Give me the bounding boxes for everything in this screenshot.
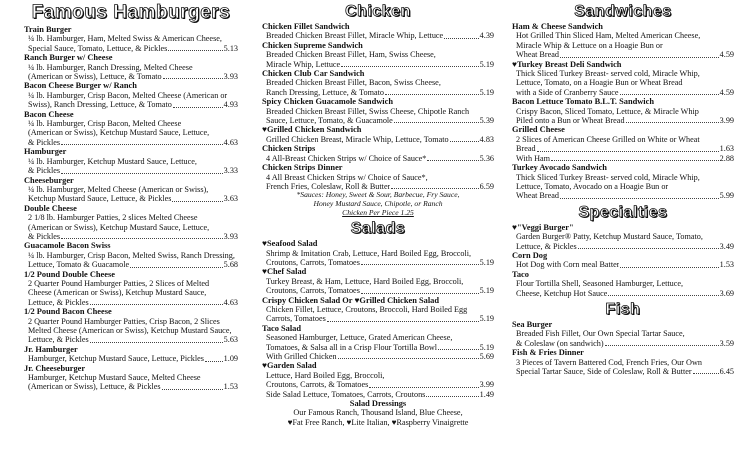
sauce-note-1: *Sauces: Honey, Sweet & Sour, Barbecue, Fry Sauce,	[296, 190, 460, 200]
menu-item-price: 4.93	[223, 100, 238, 110]
menu-item-price: 4.59	[719, 87, 734, 97]
menu-item	[262, 267, 494, 295]
menu-item-price-line	[512, 289, 734, 298]
menu-item	[512, 223, 734, 251]
menu-item	[24, 364, 238, 392]
menu-item-name: 1/2 Pound Double Cheese	[24, 269, 115, 279]
menu-item-price-line	[24, 138, 238, 147]
leader-dots	[560, 57, 719, 58]
menu-item-price-line	[262, 258, 494, 267]
menu-item-price: 5.19	[479, 314, 494, 324]
leader-dots	[205, 361, 223, 362]
menu-item-price: 6.45	[719, 367, 734, 376]
menu-item-description: Breaded Chicken Breast Fillet, Ham, Swiss Cheese,	[266, 50, 436, 60]
leader-dots	[444, 38, 478, 39]
menu-item	[512, 60, 734, 98]
menu-item-name: ♥Turkey Breast Deli Sandwich	[512, 59, 622, 69]
menu-item-price-line	[512, 88, 734, 97]
menu-item-description: Lettuce, Tomato, Avocado on a Hoagie Bun or	[516, 181, 669, 191]
menu-item-price-line	[262, 88, 494, 97]
menu-item-price: 5.19	[479, 87, 494, 97]
menu-item-description-end: Grilled Chicken Breast, Miracle Whip, Lettuce, Tomato	[266, 134, 449, 144]
menu-item-description-end: With Ham	[516, 153, 551, 163]
menu-item-price: 5.63	[223, 335, 238, 345]
leader-dots	[61, 238, 223, 239]
menu-item	[262, 390, 494, 399]
menu-item-description-end: Side Salad Lettuce, Tomatoes, Carrots, Croutons	[266, 389, 426, 399]
menu-item-description: (American or Swiss), Ketchup Mustard Sauce, Lettuce,	[28, 128, 210, 138]
menu-item-description-end: Tomatoes, & Salsa all in a Crisp Flour Tortilla Bowl	[266, 342, 438, 352]
menu-item-price-line	[24, 232, 238, 241]
hamburgers-heading: Famous Hamburgers	[31, 2, 231, 23]
menu-item-name: Crispy Chicken Salad Or ♥Grilled Chicken Salad	[262, 295, 439, 305]
menu-item-description: ¼ lb. Hamburger, Ranch Dressing, Melted Cheese	[28, 62, 193, 72]
menu-item-description: 4 All Breast Chicken Strips w/ Choice of Sauce*,	[266, 172, 428, 182]
menu-item-name: 1/2 Pound Bacon Cheese	[24, 307, 112, 317]
menu-item-description: 2 Quarter Pound Hamburger Patties, 2 Slices of Melted	[28, 278, 210, 288]
menu-item-price-line	[512, 154, 734, 163]
menu-item-price-line	[262, 314, 494, 323]
menu-item	[512, 270, 734, 298]
fish-heading: Fish	[605, 300, 641, 318]
menu-item-price-line	[512, 144, 734, 153]
menu-item-price-line	[262, 380, 494, 389]
menu-item-name: Chicken Club Car Sandwich	[262, 69, 365, 79]
menu-item-price-line	[262, 154, 494, 163]
menu-item-description-end: (American or Swiss), Lettuce, & Tomato	[28, 72, 162, 82]
menu-item-description-end: Lettuce, & Pickles	[28, 297, 89, 307]
menu-item	[512, 163, 734, 201]
menu-item-price-line	[262, 343, 494, 352]
menu-item-name: Turkey Avocado Sandwich	[512, 163, 607, 173]
menu-item	[24, 241, 238, 269]
menu-item-description: ¼ lb. Hamburger, Ketchup Mustard Sauce, Lettuce,	[28, 156, 197, 166]
menu-item-price: 1.09	[223, 354, 238, 364]
leader-dots	[361, 264, 479, 265]
leader-dots	[608, 295, 718, 296]
sandwiches-column	[512, 0, 734, 455]
menu-item-price-line	[24, 100, 238, 109]
sandwiches-heading: Sandwiches	[574, 3, 672, 20]
menu-item-description: Melted Cheese (American or Swiss), Ketchup Mustard Sauce,	[28, 326, 232, 335]
leader-dots	[369, 387, 478, 388]
leader-dots	[173, 107, 223, 108]
menu-item-name: Chicken Supreme Sandwich	[262, 40, 363, 50]
menu-item-price: 4.63	[223, 297, 238, 307]
menu-item-price: 3.93	[223, 231, 238, 241]
menu-item-price: 1.53	[223, 382, 238, 392]
menu-item-price-line	[24, 298, 238, 307]
menu-item-name: Chicken Strips	[262, 144, 316, 154]
menu-item-description: 2 Slices of American Cheese Grilled on White or Wheat	[516, 134, 700, 144]
menu-item-price: 5.69	[479, 351, 494, 361]
leader-dots	[361, 293, 479, 294]
menu-item-name: Train Burger	[24, 25, 72, 34]
menu-item	[24, 204, 238, 242]
leader-dots	[61, 173, 223, 174]
menu-item-description-end: Wheat Bread	[516, 191, 559, 201]
menu-item-price-line	[24, 260, 238, 269]
menu-item-description-end: Swiss), Ranch Dressing, Lettuce, & Tomato	[28, 100, 172, 110]
dressings-line-1: Our Famous Ranch, Thousand Island, Blue Cheese,	[293, 408, 463, 418]
menu-item-price-line	[24, 354, 238, 363]
menu-item-description-end: Sauce, Lettuce, Tomato, & Guacamole	[266, 116, 393, 126]
menu-item-description: ¼ lb. Hamburger, Crisp Bacon, Melted Cheese	[28, 119, 182, 129]
menu-item-price-line	[512, 116, 734, 125]
menu-item-description-end: Carrots, Tomatoes	[266, 314, 326, 324]
sandwiches-list	[512, 22, 734, 201]
menu-item	[512, 125, 734, 153]
leader-dots	[438, 349, 479, 350]
menu-item	[24, 53, 238, 81]
menu-item-name: Taco Salad	[262, 323, 302, 333]
leader-dots	[130, 267, 223, 268]
menu-item-price: 5.36	[479, 153, 494, 163]
leader-dots	[385, 94, 479, 95]
menu-item-description: Thick Sliced Turkey Breast- served cold, Miracle Whip,	[516, 172, 700, 182]
menu-item-description-end: Lettuce, Tomato & Guacamole	[28, 260, 130, 270]
menu-item-price: 3.33	[223, 166, 238, 176]
menu-item-price: 1.63	[719, 144, 734, 154]
menu-item-price: 1.53	[719, 260, 734, 270]
menu-item-price-line	[512, 242, 734, 251]
menu-item-description: 2 Quarter Pound Hamburger Patties, Crisp Bacon, 2 Slices	[28, 316, 220, 326]
menu-item	[262, 125, 494, 144]
menu-item	[24, 25, 238, 53]
menu-item-description-end: Croutons, Carrots, & Tomatoes	[266, 380, 369, 390]
menu-item	[262, 239, 494, 267]
leader-dots	[327, 321, 479, 322]
menu-item-description-end: With Grilled Chicken	[266, 351, 337, 361]
menu-item-description-end: French Fries, Coleslaw, Roll & Butter	[266, 181, 391, 191]
chicken-list	[262, 22, 494, 191]
menu-item-name: Grilled Cheese	[512, 125, 565, 135]
menu-item	[262, 352, 494, 361]
menu-item	[512, 97, 734, 125]
menu-item-description-end: with a Side of Cranberry Sauce	[516, 87, 619, 97]
menu-item-name: Bacon Lettuce Tomato B.L.T. Sandwich	[512, 97, 655, 107]
menu-item-description-end: Ranch Dressing, Lettuce, & Tomato	[266, 87, 384, 97]
menu-item-description: Lettuce, Tomato, on a Hoagie Bun or Wheat Bread	[516, 78, 683, 88]
menu-item-price-line	[262, 60, 494, 69]
leader-dots	[620, 94, 719, 95]
menu-item-name: Chicken Strips Dinner	[262, 163, 343, 173]
menu-item	[262, 144, 494, 163]
menu-item-price: 5.99	[719, 191, 734, 201]
menu-item-description: Hot Grilled Thin Sliced Ham, Melted American Cheese,	[516, 31, 701, 41]
menu-item-price: 5.19	[479, 286, 494, 296]
menu-item-description-end: Ketchup Mustard Sauce, Lettuce, & Pickles	[28, 194, 172, 204]
leader-dots	[162, 389, 223, 390]
menu-item	[262, 324, 494, 352]
menu-item-price-line	[262, 286, 494, 295]
menu-item	[262, 361, 494, 389]
menu-item-price-line	[262, 135, 494, 144]
dressings-line-2: ♥Fat Free Ranch, ♥Lite Italian, ♥Raspberry Vinaigrette	[287, 417, 469, 427]
menu-item-description: Crispy Bacon, Sliced Tomato, Lettuce, & Miracle Whip	[516, 106, 699, 116]
menu-item	[24, 270, 238, 308]
chicken-notes	[262, 191, 494, 217]
menu-item	[24, 147, 238, 175]
menu-item-name: Bacon Cheese Burger w/ Ranch	[24, 81, 137, 91]
menu-item-description-end: & Coleslaw (on sandwich)	[516, 338, 604, 348]
menu-item-price-line	[512, 339, 734, 348]
leader-dots	[626, 122, 719, 123]
menu-item-price-line	[24, 44, 238, 53]
menu-item-price: 4.39	[479, 31, 494, 41]
menu-item-description-end: Breaded Chicken Breast Fillet, Miracle Whip, Lettuce	[266, 31, 444, 41]
chicken-per-piece: Chicken Per Piece 1.25	[342, 207, 414, 217]
menu-item-name: ♥Grilled Chicken Sandwich	[262, 125, 362, 135]
menu-item-price: 5.19	[479, 257, 494, 267]
menu-item-price: 5.19	[479, 59, 494, 69]
menu-item-price-line	[262, 352, 494, 361]
menu-item-name: ♥Garden Salad	[262, 361, 317, 371]
menu-item-description-end: Croutons, Carrots, Tomatoes	[266, 286, 360, 296]
leader-dots	[426, 396, 478, 397]
menu-item-description: ¼ lb. Hamburger, Melted Cheese (American or Swiss),	[28, 184, 209, 194]
menu-item-price: 4.83	[479, 134, 494, 144]
menu-item-price-line	[24, 166, 238, 175]
menu-item-price: 6.59	[479, 181, 494, 191]
menu-item-name: Ranch Burger w/ Cheese	[24, 53, 113, 63]
menu-item-name: ♥Chef Salad	[262, 267, 307, 277]
hamburgers-column	[24, 0, 238, 455]
leader-dots	[537, 151, 719, 152]
menu-item-description-end: Bread	[516, 144, 536, 154]
leader-dots	[391, 188, 478, 189]
menu-item-description: ¼ lb. Hamburger, Crisp Bacon, Melted Swiss, Ranch Dressing,	[28, 250, 235, 260]
menu-item-price-line	[262, 116, 494, 125]
chicken-salads-column	[262, 0, 494, 455]
menu-item	[512, 320, 734, 348]
menu-item-name: Jr. Hamburger	[24, 344, 78, 354]
menu-item	[24, 81, 238, 109]
menu-item-description-end: & Pickles	[28, 231, 61, 241]
menu-item	[262, 69, 494, 97]
leader-dots	[427, 160, 478, 161]
menu-item-description: Flour Tortilla Shell, Seasoned Hamburger, Lettuce,	[516, 279, 684, 289]
menu-item-price-line	[512, 191, 734, 200]
chicken-heading: Chicken	[345, 3, 411, 20]
menu-item-description-end: Hot Dog with Corn meal Batter	[516, 260, 620, 270]
leader-dots	[341, 66, 478, 67]
menu-item	[262, 97, 494, 125]
menu-item	[512, 154, 734, 163]
leader-dots	[90, 304, 223, 305]
menu-item-description-end: Hamburger, Ketchup Mustard Sauce, Lettuce, Pickles	[28, 354, 204, 364]
menu-item-price: 5.13	[223, 43, 238, 53]
menu-item	[24, 176, 238, 204]
menu-item-description: 3 Pieces of Tavern Battered Cod, French Fries, Our Own	[516, 357, 702, 367]
menu-item-name: Bacon Cheese	[24, 109, 74, 119]
leader-dots	[605, 345, 719, 346]
menu-item	[512, 348, 734, 376]
menu-item-description-end: Lettuce, & Pickles	[28, 335, 89, 345]
menu-item-price: 1.49	[479, 389, 494, 399]
menu-item-description: Thick Sliced Turkey Breast- served cold, Miracle Whip,	[516, 69, 700, 79]
menu-item-price: 3.93	[223, 72, 238, 82]
menu-item	[262, 163, 494, 191]
menu-item-price-line	[512, 50, 734, 59]
menu-item-name: Sea Burger	[512, 319, 553, 329]
leader-dots	[620, 267, 718, 268]
menu-item-price-line	[512, 260, 734, 269]
menu-item-price: 5.68	[223, 260, 238, 270]
menu-item-description-end: Piled onto a Bun or Wheat Bread	[516, 116, 625, 126]
menu-item-name: Ham & Cheese Sandwich	[512, 22, 603, 31]
menu-item-description-end: Special Tartar Sauce, Side of Coleslaw, Roll & Butter	[516, 367, 692, 376]
menu-item-description: Chicken Fillet, Lettuce, Croutons, Broccoli, Hard Boiled Egg	[266, 304, 468, 314]
leader-dots	[578, 248, 719, 249]
menu-item-description-end: Lettuce, & Pickles	[516, 241, 577, 251]
menu-item-price: 3.59	[719, 338, 734, 348]
menu-item-name: Fish & Fries Dinner	[512, 348, 584, 358]
menu-item-price: 4.59	[719, 50, 734, 60]
salads-list	[262, 239, 494, 399]
menu-item-price: 5.19	[479, 342, 494, 352]
menu-item-description-end: Wheat Bread	[516, 50, 559, 60]
menu-item-description-end: (American or Swiss), Lettuce, & Pickles	[28, 382, 161, 392]
menu-item-price-line	[24, 335, 238, 344]
menu-item-price: 2.88	[719, 153, 734, 163]
menu-item-description: Shrimp & Imitation Crab, Lettuce, Hard Boiled Egg, Broccoli,	[266, 248, 472, 258]
leader-dots	[172, 201, 222, 202]
menu-item-name: Jr. Cheeseburger	[24, 363, 86, 373]
specialties-list	[512, 223, 734, 298]
menu-item-price: 3.99	[479, 380, 494, 390]
leader-dots	[560, 198, 719, 199]
menu-item-description: Seasoned Hamburger, Lettuce, Grated American Cheese,	[266, 333, 453, 343]
menu-item	[24, 307, 238, 345]
menu-item-price-line	[262, 390, 494, 399]
salads-heading: Salads	[350, 220, 406, 238]
menu-item-price-line	[262, 31, 494, 40]
menu-item-description-end: & Pickles	[28, 137, 61, 147]
menu-item-price: 3.63	[223, 194, 238, 204]
dressings-title: Salad Dressings	[349, 399, 407, 408]
leader-dots	[61, 144, 223, 145]
menu-item-price: 5.39	[479, 116, 494, 126]
menu-item-description: Breaded Chicken Breast Fillet, Swiss Cheese, Chipotle Ranch	[266, 106, 470, 116]
menu-item-price: 4.63	[223, 137, 238, 147]
menu-item-description: Lettuce, Hard Boiled Egg, Broccoli,	[266, 370, 385, 380]
fish-list	[512, 320, 734, 376]
menu-item-description: ¼ lb. Hamburger, Crisp Bacon, Melted Cheese (American or	[28, 90, 228, 100]
menu-item-description: Cheese (American or Swiss), Ketchup Mustard Sauce,	[28, 288, 207, 298]
menu-item-name: Corn Dog	[512, 250, 548, 260]
leader-dots	[163, 78, 223, 79]
menu-item	[24, 345, 238, 364]
menu-item-description: Breaded Fish Fillet, Our Own Special Tartar Sauce,	[516, 329, 685, 339]
menu-item-description: Hamburger, Ketchup Mustard Sauce, Melted Cheese	[28, 373, 201, 383]
leader-dots	[551, 160, 719, 161]
menu-item-name: Chicken Fillet Sandwich	[262, 22, 350, 31]
menu-item-price-line	[24, 72, 238, 81]
menu-item-description: (American or Swiss), Ketchup Mustard Sauce, Lettuce,	[28, 222, 210, 232]
menu-item	[262, 22, 494, 41]
menu-item	[512, 251, 734, 270]
menu-item-price-line	[24, 382, 238, 391]
menu-item-name: Hamburger	[24, 147, 67, 157]
menu-item-description: 2 1/8 lb. Hamburger Patties, 2 slices Melted Cheese	[28, 213, 198, 223]
leader-dots	[168, 50, 222, 51]
menu-item-name: Cheeseburger	[24, 175, 74, 185]
menu-item-description: Turkey Breast, & Ham, Lettuce, Hard Boiled Egg, Broccoli,	[266, 276, 464, 286]
menu-item-price: 3.99	[719, 116, 734, 126]
menu-item-description: Breaded Chicken Breast Fillet, Bacon, Swiss Cheese,	[266, 78, 441, 88]
menu-item-price: 3.69	[719, 288, 734, 298]
menu-item-description: Garden Burger® Patty, Ketchup Mustard Sauce, Tomato,	[516, 232, 703, 242]
leader-dots	[394, 122, 479, 123]
menu-item-name: Guacamole Bacon Swiss	[24, 241, 111, 251]
leader-dots	[693, 373, 719, 374]
menu-item-description: Miracle Whip & Lettuce on a Hoagie Bun or	[516, 40, 663, 50]
menu-item-price-line	[24, 194, 238, 203]
menu-item-description-end: Miracle Whip, Lettuce	[266, 59, 341, 69]
menu-item-name: Taco	[512, 269, 529, 279]
menu-item-price-line	[512, 367, 734, 376]
menu-item-description-end: Croutons, Carrots, Tomatoes	[266, 257, 360, 267]
menu-item-name: ♥Seafood Salad	[262, 239, 318, 249]
menu-item-name: Spicy Chicken Guacamole Sandwich	[262, 97, 393, 107]
menu-item-name: Double Cheese	[24, 203, 77, 213]
menu-item-description-end: 4 All-Breast Chicken Strips w/ Choice of Sauce*	[266, 153, 427, 163]
menu-item-price: 3.49	[719, 241, 734, 251]
leader-dots	[338, 358, 479, 359]
menu-item	[512, 22, 734, 60]
sauce-note-2: Honey Mustard Sauce, Chipotle, or Ranch	[313, 198, 443, 208]
leader-dots	[90, 342, 223, 343]
menu-item-description-end: & Pickles	[28, 166, 61, 176]
menu-item	[262, 41, 494, 69]
menu-item	[24, 110, 238, 148]
menu-item	[262, 296, 494, 324]
leader-dots	[450, 141, 479, 142]
hamburgers-list	[24, 25, 238, 392]
specialties-heading: Specialties	[578, 203, 668, 221]
menu-item-description-end: Special Sauce, Tomato, Lettuce, & Pickles	[28, 43, 168, 53]
menu-item-description-end: Cheese, Ketchup Hot Sauce	[516, 288, 608, 298]
menu-item-description: ¼ lb. Hamburger, Ham, Melted Swiss & American Cheese,	[28, 34, 222, 44]
menu-item-name: ♥"Veggi Burger"	[512, 222, 574, 232]
